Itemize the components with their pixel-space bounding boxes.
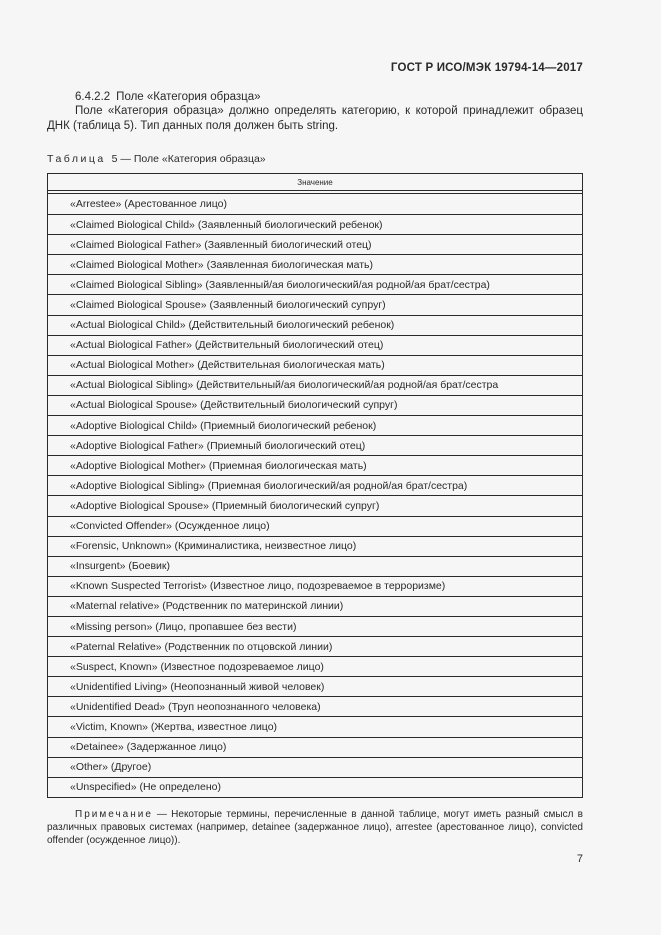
table-cell-value: «Claimed Biological Sibling» (Заявленный/ая биологический/ая родной/ая брат/сестра): [70, 278, 490, 291]
table-row: [48, 495, 582, 515]
table-row: [48, 757, 582, 777]
table-row: [48, 616, 582, 636]
table-row: [48, 194, 582, 214]
document-header: ГОСТ Р ИСО/МЭК 19794-14—2017: [390, 62, 583, 74]
table-cell-value: «Known Suspected Terrorist» (Известное лицо, подозреваемое в терроризме): [70, 580, 446, 593]
table-cell-value: «Unidentified Living» (Неопознанный живой человек): [70, 680, 325, 693]
table-row: [48, 375, 582, 395]
table-row: [48, 777, 582, 797]
table-cell-value: «Arrestee» (Арестованное лицо): [70, 198, 227, 211]
table-row: [48, 294, 582, 314]
table-caption-label: Таблица: [47, 153, 106, 165]
table-row: [48, 475, 582, 495]
table-cell-value: «Missing person» (Лицо, пропавшее без вести): [70, 620, 297, 633]
table-row: [48, 234, 582, 254]
table-row: [48, 596, 582, 616]
table-row: [48, 335, 582, 355]
document-page: [47, 0, 583, 865]
table-row: [48, 415, 582, 435]
table-cell-value: «Forensic, Unknown» (Криминалистика, неизвестное лицо): [70, 540, 357, 553]
table-cell-value: «Actual Biological Sibling» (Действительный/ая биологический/ая родной/ая брат/сестра: [70, 379, 499, 392]
note-paragraph: [47, 808, 583, 847]
section-title: Поле «Категория образца»: [116, 91, 261, 103]
table-row: [48, 315, 582, 335]
table-cell-value: «Actual Biological Spouse» (Действительный биологический супруг): [70, 399, 398, 412]
table-row: [48, 395, 582, 415]
table-cell-value: «Other» (Другое): [70, 761, 152, 774]
table-row: [48, 716, 582, 736]
table-cell-value: «Unspecified» (Не определено): [70, 781, 221, 794]
table-cell-value: «Actual Biological Child» (Действительный биологический ребенок): [70, 319, 395, 332]
table-cell-value: «Claimed Biological Child» (Заявленный биологический ребенок): [70, 218, 383, 231]
table-cell-value: «Suspect, Known» (Известное подозреваемое лицо): [70, 660, 324, 673]
table-row: [48, 355, 582, 375]
table-cell-value: «Adoptive Biological Child» (Приемный биологический ребенок): [70, 419, 377, 432]
table-caption-title: 5 — Поле «Категория образца»: [111, 153, 266, 165]
table-row: [48, 455, 582, 475]
page-number: 7: [576, 852, 583, 865]
table-row: [48, 274, 582, 294]
table-row: [48, 556, 582, 576]
table-cell-value: «Actual Biological Mother» (Действительная биологическая мать): [70, 359, 385, 372]
table-row: [48, 435, 582, 455]
table-row: [48, 576, 582, 596]
table-row: [48, 676, 582, 696]
table-cell-value: «Claimed Biological Spouse» (Заявленный биологический супруг): [70, 299, 386, 312]
table-cell-value: «Maternal relative» (Родственник по материнской линии): [70, 600, 344, 613]
table-row: [48, 516, 582, 536]
table-cell-value: «Adoptive Biological Mother» (Приемная биологическая мать): [70, 459, 367, 472]
table-row: [48, 636, 582, 656]
table-row: [48, 536, 582, 556]
table-cell-value: «Adoptive Biological Spouse» (Приемный биологический супруг): [70, 499, 380, 512]
table-cell-value: «Insurgent» (Боевик): [70, 560, 170, 573]
table-cell-value: «Detainee» (Задержанное лицо): [70, 741, 227, 754]
table-cell-value: «Actual Biological Father» (Действительный биологический отец): [70, 339, 384, 352]
table-row: [48, 254, 582, 274]
note-text: — Некоторые термины, перечисленные в данной таблице, могут иметь разный смысл в различных правовых системах (например, detainee (задержанное лицо), arrestee (арестованное лицо), convicted offender (осужденное лицо)).: [47, 808, 583, 846]
table-column-header: Значение: [48, 174, 582, 194]
section-number: 6.4.2.2: [75, 91, 111, 103]
table-cell-value: «Claimed Biological Father» (Заявленный биологический отец): [70, 238, 372, 251]
table-cell-value: «Unidentified Dead» (Труп неопознанного человека): [70, 700, 321, 713]
table-cell-value: «Paternal Relative» (Родственник по отцовской линии): [70, 640, 333, 653]
table-body: [48, 194, 582, 797]
body-paragraph: Поле «Категория образца» должно определять категорию, к которой принадлежит образец ДНК (таблица 5). Тип данных поля должен быть string.: [47, 105, 583, 132]
table-cell-value: «Convicted Offender» (Осужденное лицо): [70, 520, 270, 533]
table-row: [48, 696, 582, 716]
table-row: [48, 737, 582, 757]
table-row: [48, 656, 582, 676]
table-caption: [47, 153, 583, 165]
note-label: Примечание: [75, 808, 153, 820]
table-cell-value: «Adoptive Biological Father» (Приемный биологический отец): [70, 439, 366, 452]
table-cell-value: «Adoptive Biological Sibling» (Приемная биологический/ая родной/ая брат/сестра): [70, 479, 468, 492]
section-heading: [47, 91, 583, 103]
table-cell-value: «Victim, Known» (Жертва, известное лицо): [70, 720, 278, 733]
sample-category-table: [47, 173, 583, 798]
table-cell-value: «Claimed Biological Mother» (Заявленная биологическая мать): [70, 258, 373, 271]
table-row: [48, 214, 582, 234]
